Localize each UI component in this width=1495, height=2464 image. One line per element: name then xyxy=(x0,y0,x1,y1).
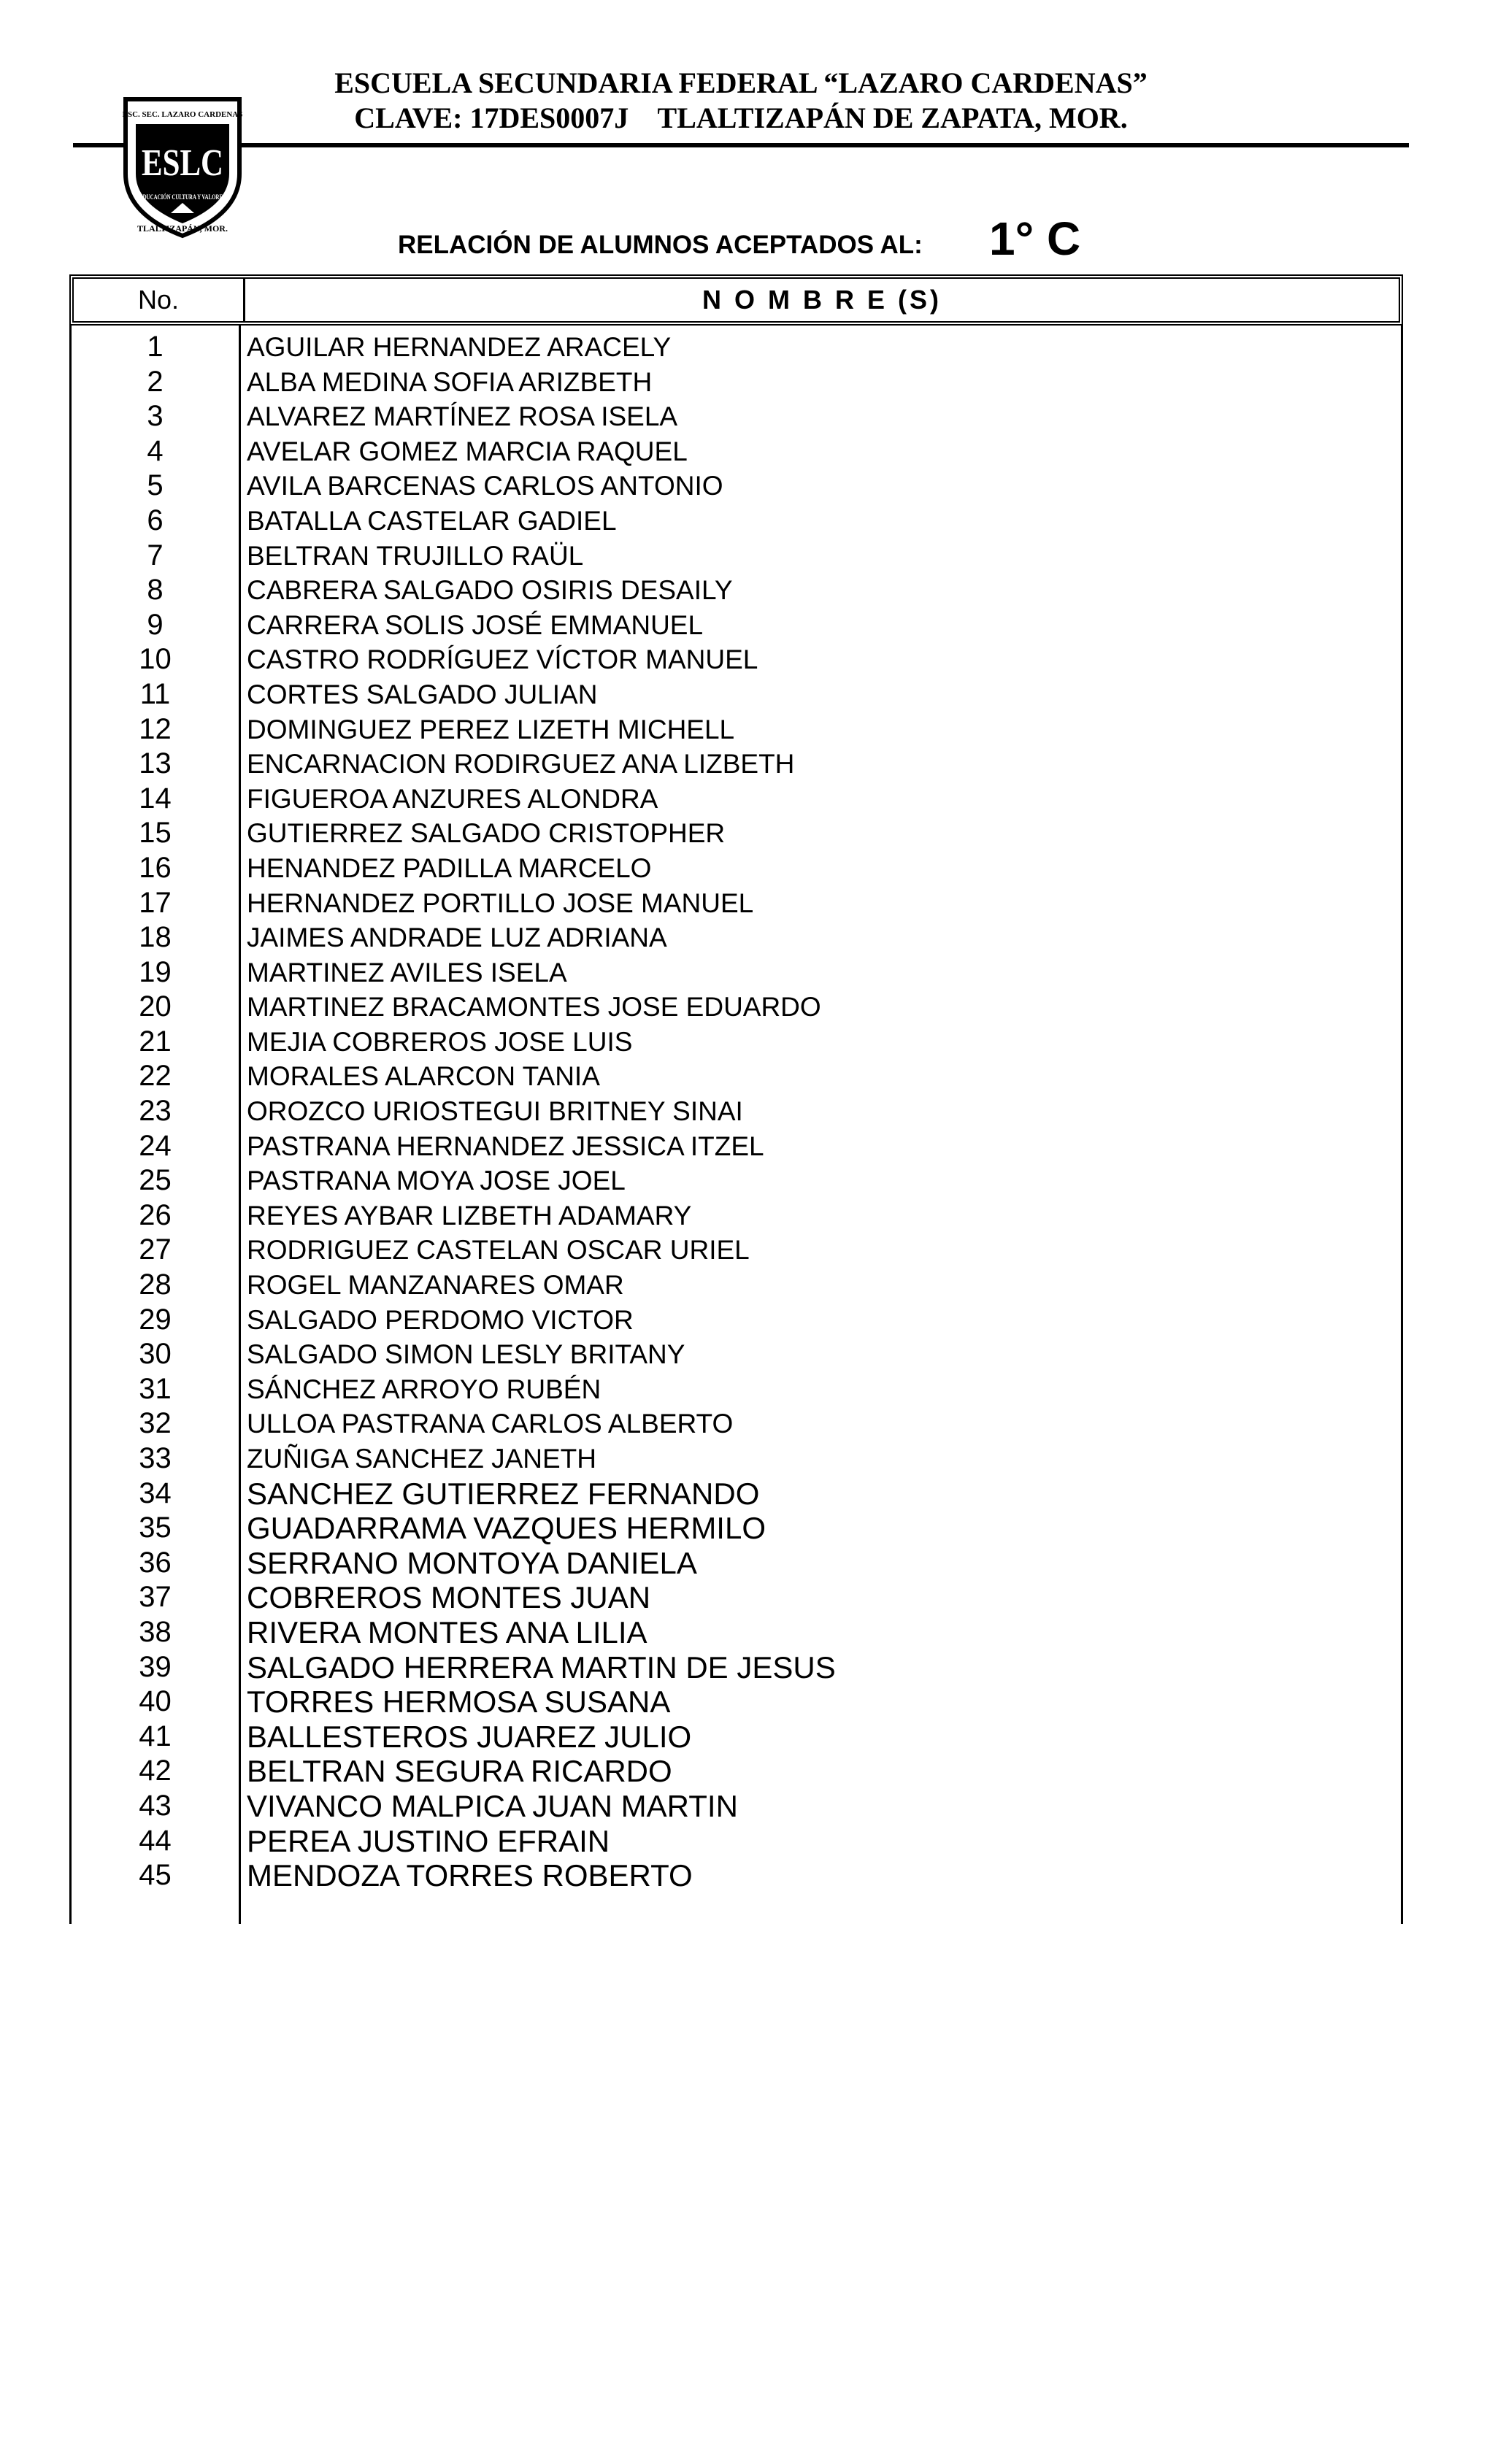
student-name: MARTINEZ AVILES ISELA xyxy=(247,957,567,987)
table-row xyxy=(69,1268,1403,1303)
school-clave: CLAVE: 17DES0007J TLALTIZAPÁN DE ZAPATA, MOR. xyxy=(354,101,1128,134)
row-number: 1 xyxy=(147,331,164,363)
school-name: ESCUELA SECUNDARIA FEDERAL “LAZARO CARDENAS” xyxy=(334,66,1148,99)
student-name: AVILA BARCENAS CARLOS ANTONIO xyxy=(247,471,723,501)
row-number: 14 xyxy=(139,782,172,815)
table-row xyxy=(69,955,1403,990)
row-number: 43 xyxy=(139,1789,172,1822)
row-number: 30 xyxy=(139,1338,172,1371)
logo-arc-text: EDUCACIÓN CULTURA Y VALORES xyxy=(139,193,226,201)
table-row xyxy=(69,851,1403,886)
row-number: 7 xyxy=(147,539,164,571)
row-number: 6 xyxy=(147,504,164,536)
student-name: SALGADO PERDOMO VICTOR xyxy=(247,1304,634,1335)
student-name: ROGEL MANZANARES OMAR xyxy=(247,1270,624,1301)
student-name: AGUILAR HERNANDEZ ARACELY xyxy=(247,332,672,362)
table-row xyxy=(69,1337,1403,1372)
student-name: BATALLA CASTELAR GADIEL xyxy=(247,505,617,536)
row-number: 11 xyxy=(139,677,171,710)
row-number: 35 xyxy=(139,1512,172,1544)
table-row xyxy=(69,1094,1403,1129)
student-name: HENANDEZ PADILLA MARCELO xyxy=(247,852,652,883)
row-number: 40 xyxy=(139,1685,172,1718)
row-number: 4 xyxy=(147,434,164,467)
table-row xyxy=(69,782,1403,817)
table-row xyxy=(69,990,1403,1025)
table-row xyxy=(69,1650,1403,1685)
table-row xyxy=(69,1406,1403,1441)
student-name: MORALES ALARCON TANIA xyxy=(247,1061,600,1092)
row-number: 28 xyxy=(139,1268,172,1301)
logo-initials: ESLC xyxy=(142,142,223,184)
student-name: ZUÑIGA SANCHEZ JANETH xyxy=(247,1444,596,1474)
row-number: 34 xyxy=(139,1477,172,1509)
logo-place: TLALTIZAPÁN, MOR. xyxy=(137,223,228,234)
table-row xyxy=(69,1198,1403,1233)
table-row xyxy=(69,608,1403,643)
table-row xyxy=(69,573,1403,608)
table-row xyxy=(69,1789,1403,1824)
table-row xyxy=(69,330,1403,365)
student-name: VIVANCO MALPICA JUAN MARTIN xyxy=(247,1788,738,1823)
row-number: 36 xyxy=(139,1546,172,1579)
table-row xyxy=(69,399,1403,434)
student-name: COBREROS MONTES JUAN xyxy=(247,1580,651,1615)
student-name: RIVERA MONTES ANA LILIA xyxy=(247,1614,647,1649)
row-number: 24 xyxy=(139,1129,172,1162)
student-name: SÁNCHEZ ARROYO RUBÉN xyxy=(247,1374,602,1404)
school-header xyxy=(321,66,1161,136)
student-name: FIGUEROA ANZURES ALONDRA xyxy=(247,783,658,814)
column-header-no: No. xyxy=(74,279,245,321)
student-name: BELTRAN SEGURA RICARDO xyxy=(247,1754,672,1789)
student-name: PASTRANA HERNANDEZ JESSICA ITZEL xyxy=(247,1131,764,1161)
row-number: 25 xyxy=(139,1164,172,1197)
student-name: CABRERA SALGADO OSIRIS DESAILY xyxy=(247,575,733,606)
row-number: 17 xyxy=(139,886,172,919)
row-number: 13 xyxy=(139,747,172,780)
header-rule xyxy=(73,143,1409,147)
student-name: CASTRO RODRÍGUEZ VÍCTOR MANUEL xyxy=(247,644,758,675)
row-number: 2 xyxy=(147,365,164,398)
student-name: ULLOA PASTRANA CARLOS ALBERTO xyxy=(247,1409,734,1439)
row-number: 44 xyxy=(139,1824,172,1857)
relacion-heading: RELACIÓN DE ALUMNOS ACEPTADOS AL: xyxy=(398,231,923,259)
table-row xyxy=(69,920,1403,955)
row-number: 21 xyxy=(139,1025,172,1058)
student-name: BALLESTEROS JUAREZ JULIO xyxy=(247,1719,692,1754)
row-number: 12 xyxy=(139,712,172,745)
row-number: 16 xyxy=(139,851,172,884)
table-row xyxy=(69,1129,1403,1164)
student-name: PASTRANA MOYA JOSE JOEL xyxy=(247,1166,626,1196)
student-name: SANCHEZ GUTIERREZ FERNANDO xyxy=(247,1476,760,1511)
row-number: 33 xyxy=(139,1442,172,1474)
row-number: 31 xyxy=(139,1372,172,1405)
row-number: 23 xyxy=(139,1095,172,1128)
student-name: GUADARRAMA VAZQUES HERMILO xyxy=(247,1511,766,1546)
row-number: 20 xyxy=(139,990,172,1023)
table-row xyxy=(69,1754,1403,1789)
student-name: HERNANDEZ PORTILLO JOSE MANUEL xyxy=(247,888,754,918)
row-number: 27 xyxy=(139,1233,172,1266)
table-row xyxy=(69,1477,1403,1512)
student-name: BELTRAN TRUJILLO RAÜL xyxy=(247,540,584,571)
table-row xyxy=(69,747,1403,782)
student-name: REYES AYBAR LIZBETH ADAMARY xyxy=(247,1200,692,1231)
student-name: ALBA MEDINA SOFIA ARIZBETH xyxy=(247,366,653,397)
row-number: 39 xyxy=(139,1650,172,1683)
students-table xyxy=(69,274,1407,1924)
student-name: MENDOZA TORRES ROBERTO xyxy=(247,1858,693,1893)
row-number: 29 xyxy=(139,1303,172,1336)
column-header-name: N O M B R E (S) xyxy=(702,285,942,315)
table-row xyxy=(69,1372,1403,1407)
student-name: GUTIERREZ SALGADO CRISTOPHER xyxy=(247,818,726,849)
row-number: 37 xyxy=(139,1581,172,1614)
group-label: 1° C xyxy=(989,212,1081,265)
row-number: 5 xyxy=(147,469,164,502)
student-name: AVELAR GOMEZ MARCIA RAQUEL xyxy=(247,436,688,466)
table-row xyxy=(69,1025,1403,1060)
row-number: 32 xyxy=(139,1407,172,1440)
row-number: 26 xyxy=(139,1198,172,1231)
row-number: 45 xyxy=(139,1859,172,1892)
student-name: RODRIGUEZ CASTELAN OSCAR URIEL xyxy=(247,1235,750,1266)
table-row xyxy=(69,434,1403,469)
table-row xyxy=(69,1685,1403,1720)
table-row xyxy=(69,1233,1403,1268)
table-row xyxy=(69,1580,1403,1615)
table-row xyxy=(69,886,1403,921)
row-number: 9 xyxy=(147,608,164,641)
row-number: 22 xyxy=(139,1060,172,1093)
student-name: CORTES SALGADO JULIAN xyxy=(247,679,598,709)
row-number: 15 xyxy=(139,817,172,850)
row-number: 41 xyxy=(139,1720,172,1752)
table-row xyxy=(69,677,1403,712)
row-number: 38 xyxy=(139,1615,172,1648)
student-name: DOMINGUEZ PEREZ LIZETH MICHELL xyxy=(247,714,735,744)
school-logo xyxy=(109,93,255,239)
table-row xyxy=(69,469,1403,504)
table-row xyxy=(69,365,1403,400)
table-row xyxy=(69,712,1403,747)
logo-top-text: ESC. SEC. LAZARO CARDENAS xyxy=(122,110,243,119)
table-row xyxy=(69,539,1403,574)
row-number: 8 xyxy=(147,574,164,607)
student-name: ALVAREZ MARTÍNEZ ROSA ISELA xyxy=(247,401,678,432)
table-header xyxy=(69,274,1403,326)
row-number: 42 xyxy=(139,1755,172,1787)
table-row xyxy=(69,1858,1403,1893)
table-row xyxy=(69,1511,1403,1546)
row-number: 3 xyxy=(147,400,164,433)
student-name: TORRES HERMOSA SUSANA xyxy=(247,1685,671,1720)
table-row xyxy=(69,1546,1403,1581)
table-row xyxy=(69,1163,1403,1198)
student-name: MEJIA COBREROS JOSE LUIS xyxy=(247,1026,633,1057)
table-row xyxy=(69,816,1403,851)
student-name: SALGADO HERRERA MARTIN DE JESUS xyxy=(247,1649,836,1685)
table-row xyxy=(69,504,1403,539)
student-name: MARTINEZ BRACAMONTES JOSE EDUARDO xyxy=(247,992,821,1023)
student-name: SALGADO SIMON LESLY BRITANY xyxy=(247,1339,685,1370)
student-name: SERRANO MONTOYA DANIELA xyxy=(247,1545,697,1580)
row-number: 18 xyxy=(139,921,172,954)
student-name: CARRERA SOLIS JOSÉ EMMANUEL xyxy=(247,609,704,640)
table-row xyxy=(69,1441,1403,1477)
table-row xyxy=(69,1303,1403,1338)
table-body xyxy=(69,330,1403,1893)
student-name: OROZCO URIOSTEGUI BRITNEY SINAI xyxy=(247,1096,743,1127)
student-name: ENCARNACION RODIRGUEZ ANA LIZBETH xyxy=(247,749,795,779)
table-row xyxy=(69,1824,1403,1859)
row-number: 10 xyxy=(139,643,172,676)
student-name: JAIMES ANDRADE LUZ ADRIANA xyxy=(247,923,667,953)
row-number: 19 xyxy=(139,955,172,988)
table-row xyxy=(69,1059,1403,1094)
table-row xyxy=(69,642,1403,677)
table-row xyxy=(69,1720,1403,1755)
table-row xyxy=(69,1615,1403,1650)
student-name: PEREA JUSTINO EFRAIN xyxy=(247,1823,610,1858)
